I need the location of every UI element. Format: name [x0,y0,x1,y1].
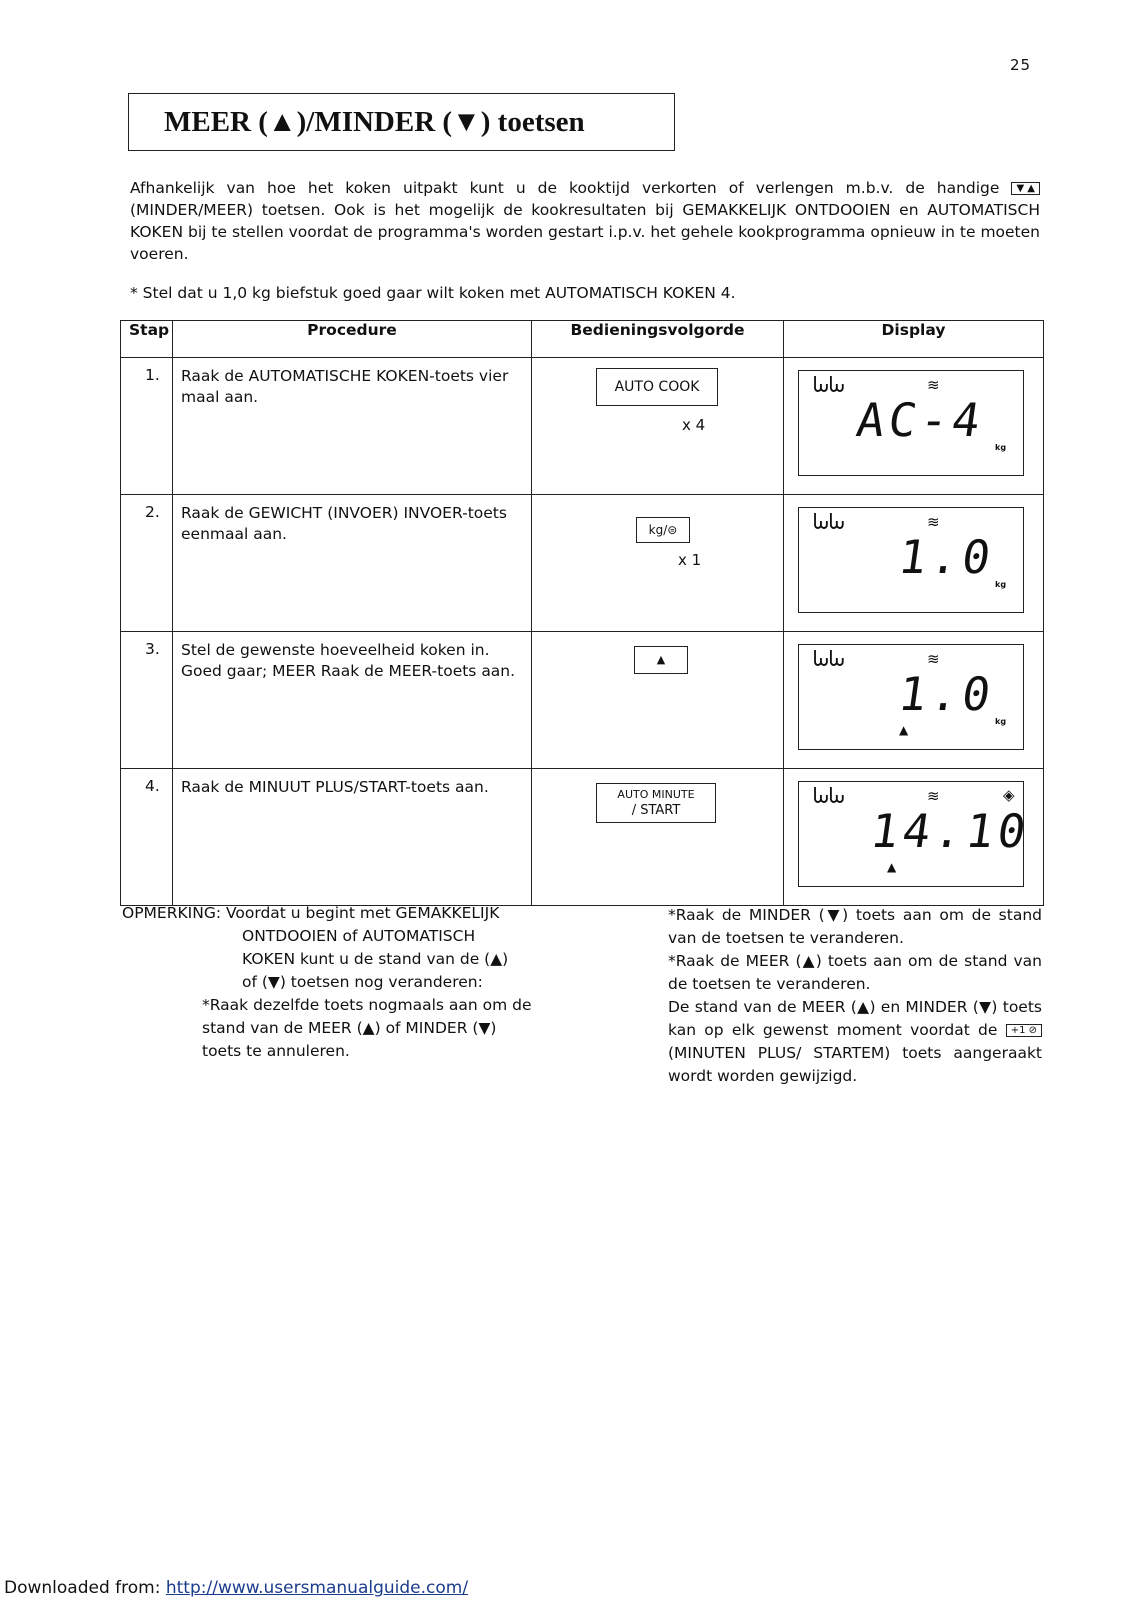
lcd-display [798,781,1034,887]
lcd-digits: AC-4 [853,393,988,447]
header-display: Display [784,321,1044,358]
table-row [121,358,1044,495]
lcd-digits: 1.0 [895,667,998,721]
minute-plus-key-icon: +1 ⊘ [1006,1024,1042,1037]
example-text: * Stel dat u 1,0 kg biefstuk goed gaar wilt koken met AUTOMATISCH KOKEN 4. [130,284,736,302]
header-procedure: Procedure [173,321,532,358]
intro-paragraph [130,177,1040,265]
minder-meer-key-icon: ▼ ▲ [1011,182,1040,195]
footer-link[interactable]: http://www.usersmanualguide.com/ [165,1578,469,1598]
note-paragraph: *Raak de MEER (▲) toets aan om de stand van de toetsen te veranderen. [668,952,1042,993]
step-procedure: Raak de AUTOMATISCHE KOKEN-toets vier maal aan. [173,358,532,495]
meer-key: ▲ [634,646,688,674]
step-key-cell [532,358,784,495]
note-paragraph: *Raak de MINDER (▼) toets aan om de stand van de toetsen te veranderen. [668,906,1042,947]
step-procedure: Raak de MINUUT PLUS/START-toets aan. [173,769,532,906]
up-arrow-icon: ▲ [887,860,897,874]
weight-key: kg/⊜ [636,517,690,543]
step-number: 1. [121,358,173,495]
footer-label: Downloaded from: [4,1578,161,1598]
step-display-cell [784,769,1044,906]
auto-cook-key: AUTO COOK [596,368,718,406]
wave-icon: ᘈᘈ [813,784,845,809]
note-paragraph [668,996,1042,1088]
header-stap: Stap [121,321,173,358]
lcd-display [798,370,1024,476]
up-arrow-icon: ▲ [899,723,909,737]
step-display-cell [784,358,1044,495]
kg-unit: kg [995,443,1007,452]
step-number: 2. [121,495,173,632]
lcd-display [798,644,1024,750]
intro-text-2: (MINDER/MEER) toetsen. Ook is het mogelijk de kookresultaten bij GEMAKKELIJK ONTDOOIEN en AUTOMATISCH KOKEN bij te stellen voordat de programma's worden gestart i.p.v. het gehele kookprogramma opnieuw in te moeten voeren. [130,201,1040,263]
step-procedure: Raak de GEWICHT (INVOER) INVOER-toets eenmaal aan. [173,495,532,632]
note-line: KOKEN kunt u de stand van de (▲) [242,950,509,968]
key-line-2: / START [631,803,681,818]
table-row [121,495,1044,632]
table-header-row [121,321,1044,358]
note-text: De stand van de MEER (▲) en MINDER (▼) toets kan op elk gewenst moment voordat de [668,998,1042,1039]
multiplier: x 1 [678,551,702,569]
table-row [121,769,1044,906]
note-line: OPMERKING: Voordat u begint met GEMAKKELIJK [122,904,500,922]
page-number: 25 [1010,56,1032,74]
note-line: ONTDOOIEN of AUTOMATISCH [242,927,476,945]
intro-text-1: Afhankelijk van hoe het koken uitpakt kunt u de kooktijd verkorten of verlengen m.b.v. de handige [130,179,1000,197]
step-procedure: Stel de gewenste hoeveelheid koken in. Goed gaar; MEER Raak de MEER-toets aan. [173,632,532,769]
lcd-display [798,507,1024,613]
step-key-cell [532,632,784,769]
step-number: 4. [121,769,173,906]
step-key-cell [532,769,784,906]
lcd-digits: 14.10 [867,804,1034,858]
step-display-cell [784,632,1044,769]
step-number: 3. [121,632,173,769]
wave-icon: ᘈᘈ [813,510,845,535]
steps-table [120,320,1044,906]
key-line-1: AUTO MINUTE [617,788,695,801]
note-line: stand van de MEER (▲) of MINDER (▼) [202,1019,497,1037]
table-row [121,632,1044,769]
defrost-icon: ≋ [927,513,940,531]
note-right [668,904,1042,1088]
start-icon: ◈ [1003,786,1015,804]
defrost-icon: ≋ [927,650,940,668]
wave-icon: ᘈᘈ [813,373,845,398]
kg-unit: kg [995,717,1007,726]
auto-minute-start-key [596,783,716,823]
page-title: MEER (▲)/MINDER (▼) toetsen [164,106,585,138]
wave-icon: ᘈᘈ [813,647,845,672]
note-line: *Raak dezelfde toets nogmaals aan om de [202,996,532,1014]
lcd-digits: 1.0 [895,530,998,584]
note-line: toets te annuleren. [202,1042,350,1060]
header-bediening: Bedieningsvolgorde [532,321,784,358]
step-display-cell [784,495,1044,632]
footer [4,1578,468,1598]
defrost-icon: ≋ [927,376,940,394]
multiplier: x 4 [682,416,706,434]
note-left [122,902,562,1063]
note-text: (MINUTEN PLUS/ STARTEM) toets aangeraakt wordt worden gewijzigd. [668,1044,1042,1085]
kg-unit: kg [995,580,1007,589]
note-line: of (▼) toetsen nog veranderen: [242,973,483,991]
defrost-icon: ≋ [927,787,940,805]
step-key-cell [532,495,784,632]
